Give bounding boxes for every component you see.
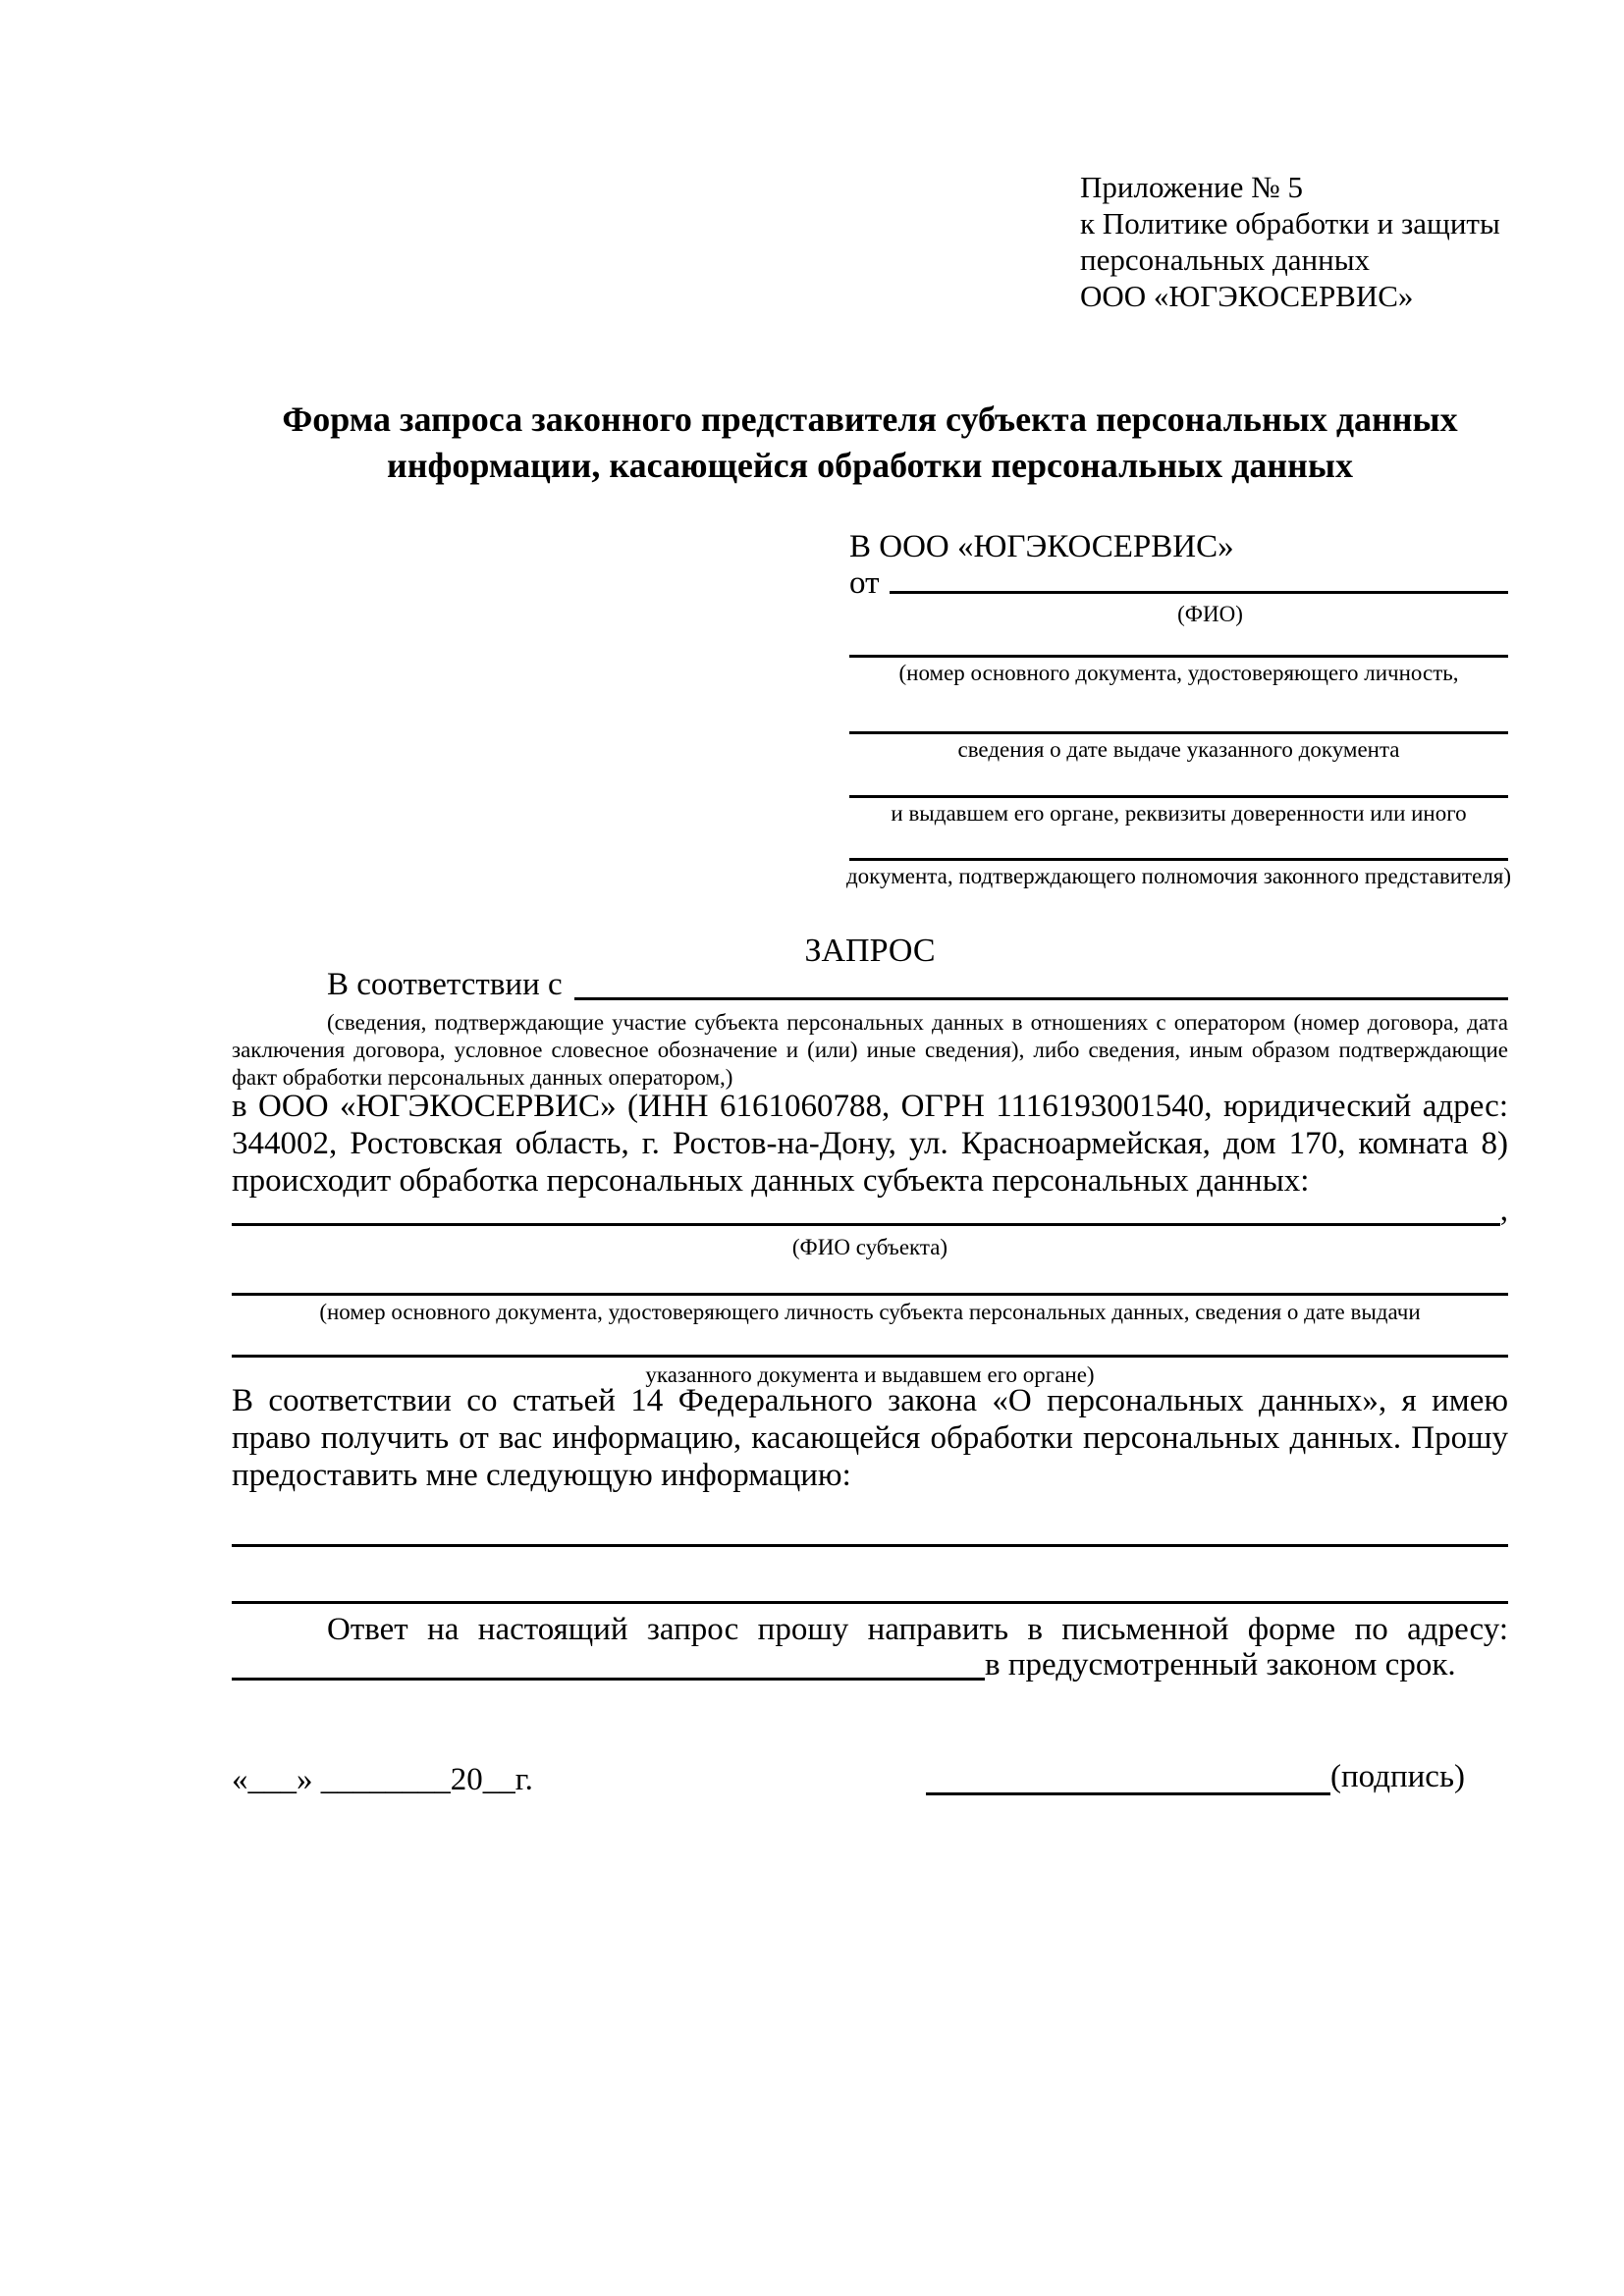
subject-fio-row (232, 1194, 1508, 1229)
from-label: от (849, 565, 880, 601)
reply-tail-text: в предусмотренный законом срок. (985, 1647, 1456, 1682)
subject-document-caption: указанного документа и выдавшем его органе) (645, 1362, 1095, 1387)
reply-sentence: Ответ на настоящий запрос прошу направить в письменной форме по адресу: (327, 1612, 1508, 1647)
document-title (232, 397, 1508, 489)
law-paragraph: В соответствии со статьей 14 Федерального закона «О персональных данных», я имею право получить от вас информацию, касающейся обработки персональных данных. Прошу предоставить мне следующую информацию: (232, 1383, 1508, 1493)
signature-group (926, 1759, 1476, 1795)
addressee-block (845, 527, 1512, 889)
representative-document-field (849, 655, 1508, 686)
field-caption: (номер основного документа, удостоверяющего личность, (898, 661, 1459, 685)
annex-line: к Политике обработки и защиты (1080, 206, 1500, 240)
from-blank-line (890, 591, 1509, 594)
trailing-comma: , (1499, 1193, 1508, 1228)
representative-document-field (849, 795, 1508, 827)
subject-document-blank-line (232, 1293, 1508, 1296)
blank-line (849, 655, 1508, 658)
footer-row (232, 1759, 1508, 1801)
accordance-note: (сведения, подтверждающие участие субъекта персональных данных в отношениях с оператором (номер договора, дата заключения договора, условное словесное обозначение и (или) иные сведения), либо сведения, иным образом подтверждающие факт обработки персональных данных оператором,) (232, 1010, 1508, 1090)
annex-line: Приложение № 5 (1080, 170, 1303, 204)
document-title-line: Форма запроса законного представителя субъекта персональных данных (282, 400, 1458, 439)
blank-line (849, 731, 1508, 734)
information-blank-line (232, 1601, 1508, 1604)
from-field-row (849, 565, 1508, 601)
signature-caption: (подпись) (1330, 1759, 1465, 1794)
annex-header (1080, 169, 1500, 314)
request-heading: ЗАПРОС (804, 933, 936, 969)
accordance-blank-line (574, 997, 1508, 1000)
annex-line: персональных данных (1080, 242, 1371, 277)
representative-document-field (849, 731, 1508, 763)
annex-line: ООО «ЮГЭКОСЕРВИС» (1080, 279, 1414, 313)
signature-blank-line (926, 1766, 1330, 1795)
field-caption: документа, подтверждающего полномочия законного представителя) (845, 864, 1512, 888)
representative-document-field (845, 858, 1512, 889)
subject-fio-caption: (ФИО субъекта) (791, 1235, 948, 1259)
date-blank: «___» ________20__г. (232, 1762, 533, 1797)
field-caption: сведения о дате выдаче указанного документа (957, 737, 1400, 762)
operator-paragraph: в ООО «ЮГЭКОСЕРВИС» (ИНН 6161060788, ОГРН 1116193001540, юридический адрес: 344002, Ростовская область, г. Ростов-на-Дону, ул. Красноармейская, дом 170, комната 8) происходит обработка персональных данных субъекта персональных данных: (232, 1089, 1508, 1199)
field-caption: и выдавшем его органе, реквизиты доверенности или иного (891, 801, 1467, 826)
accordance-row (232, 967, 1508, 1003)
document-title-line: информации, касающейся обработки персональных данных (387, 446, 1353, 485)
addressee-organization: В ООО «ЮГЭКОСЕРВИС» (849, 529, 1234, 564)
accordance-label: В соответствии с (327, 967, 563, 1002)
blank-line (849, 858, 1508, 861)
information-blank-line (232, 1544, 1508, 1547)
reply-address-blank-line (232, 1678, 985, 1681)
subject-document-caption: (номер основного документа, удостоверяющего личность субъекта персональных данных, сведения о дате выдачи (319, 1300, 1421, 1324)
blank-line (849, 795, 1508, 798)
fio-caption: (ФИО) (1177, 602, 1243, 626)
subject-fio-blank-line (232, 1223, 1500, 1226)
reply-address-row (232, 1648, 1508, 1683)
subject-document-blank-line (232, 1355, 1508, 1358)
